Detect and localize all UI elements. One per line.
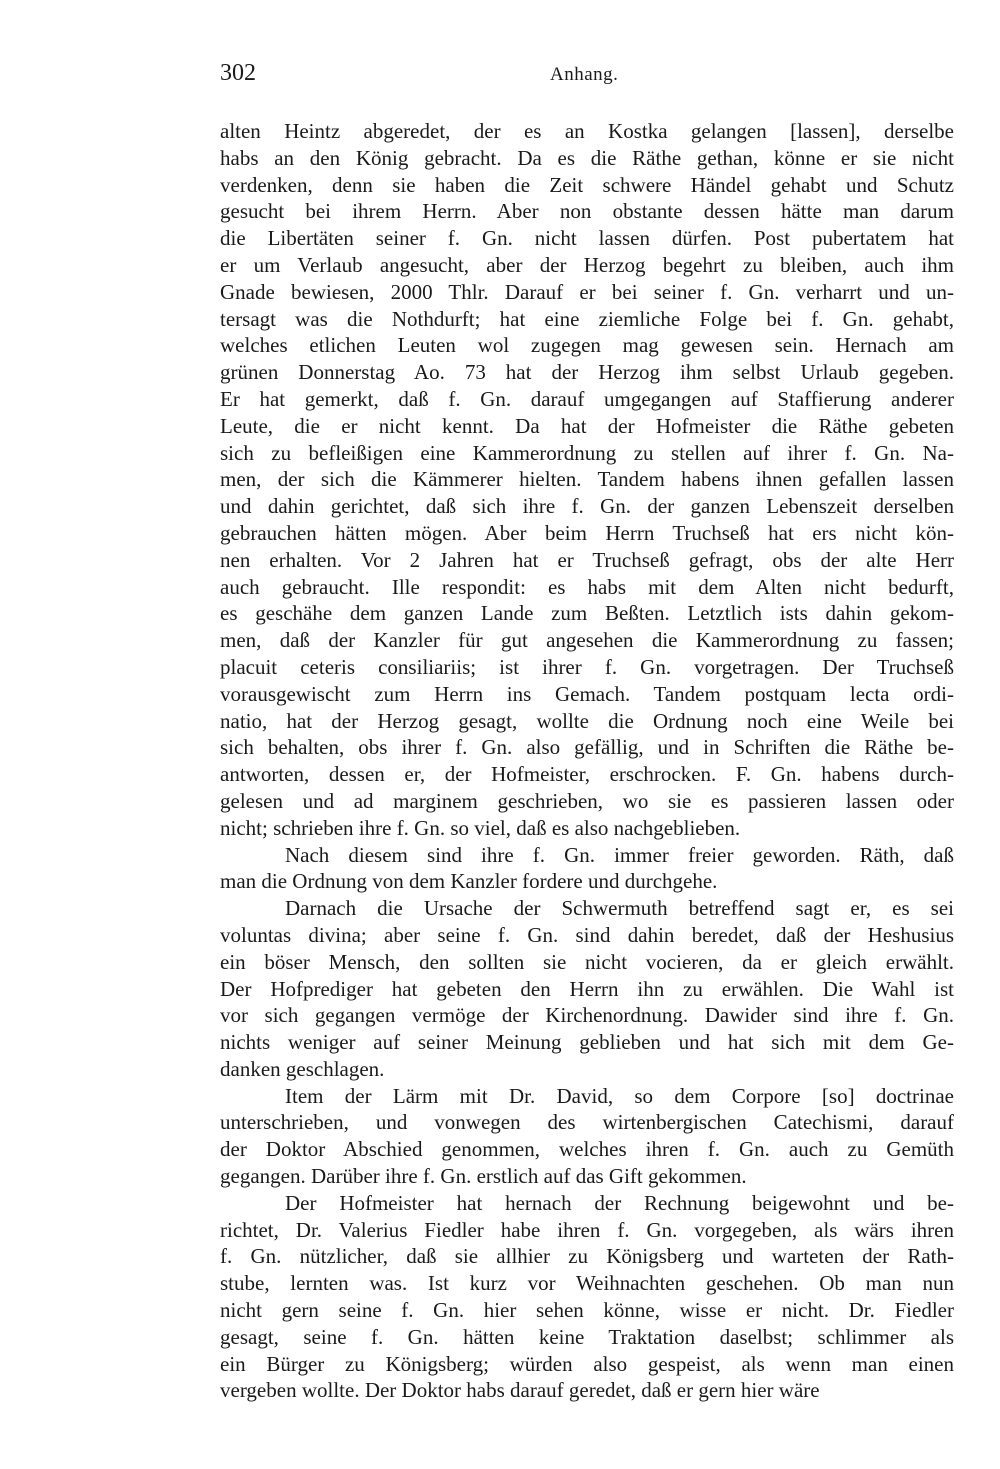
- body-text: [220, 118, 954, 1404]
- text-line: gesagt, seine f. Gn. hätten keine Traktation daselbst; schlimmer als: [220, 1324, 954, 1349]
- text-line: unterschrieben, und vonwegen des wirtenbergischen Catechismi, darauf: [220, 1110, 954, 1135]
- text-line: vergeben wollte. Der Doktor habs darauf geredet, daß er gern hier wäre: [220, 1378, 820, 1403]
- text-line: stube, lernten was. Ist kurz vor Weihnachten geschehen. Ob man nun: [220, 1271, 954, 1296]
- text-line: nen erhalten. Vor 2 Jahren hat er Truchseß gefragt, obs der alte Herr: [220, 547, 954, 572]
- text-line: alten Heintz abgeredet, der es an Kostka gelangen [lassen], derselbe: [220, 119, 954, 143]
- text-line: antworten, dessen er, der Hofmeister, erschrocken. F. Gn. habens durch-: [220, 762, 954, 787]
- text-line: sich behalten, obs ihrer f. Gn. also gefällig, und in Schriften die Räthe be-: [220, 735, 954, 760]
- text-line: Nach diesem sind ihre f. Gn. immer freier geworden. Räth, daß: [285, 842, 954, 867]
- text-line: nichts weniger auf seiner Meinung geblieben und hat sich mit dem Ge-: [220, 1030, 954, 1055]
- text-line: ein böser Mensch, den sollten sie nicht vocieren, da er gleich erwählt.: [220, 949, 954, 974]
- text-line: gesucht bei ihrem Herrn. Aber non obstante dessen hätte man darum: [220, 199, 954, 224]
- text-line: richtet, Dr. Valerius Fiedler habe ihren f. Gn. vorgegeben, als wärs ihren: [220, 1217, 954, 1242]
- page-header: [220, 60, 954, 90]
- text-line: men, daß der Kanzler für gut angesehen die Kammerordnung zu fassen;: [220, 628, 954, 653]
- text-line: man die Ordnung von dem Kanzler fordere und durchgehe.: [220, 869, 718, 894]
- text-line: die Libertäten seiner f. Gn. nicht lassen dürfen. Post pubertatem hat: [220, 226, 954, 251]
- text-line: sich zu befleißigen eine Kammerordnung zu stellen auf ihrer f. Gn. Na-: [220, 440, 954, 465]
- text-line: men, der sich die Kämmerer hielten. Tandem habens ihnen gefallen lassen: [220, 467, 954, 492]
- text-line: habs an den König gebracht. Da es die Räthe gethan, könne er sie nicht: [220, 145, 954, 170]
- text-line: danken geschlagen.: [220, 1056, 385, 1081]
- text-line: gelesen und ad marginem geschrieben, wo sie es passieren lassen oder: [220, 788, 954, 813]
- page-number: 302: [220, 60, 256, 86]
- text-line: Leute, die er nicht kennt. Da hat der Hofmeister die Räthe gebeten: [220, 413, 954, 438]
- text-line: gebrauchen hätten mögen. Aber beim Herrn Truchseß hat ers nicht kön-: [220, 520, 954, 545]
- text-line: er um Verlaub angesucht, aber der Herzog begehrt zu bleiben, auch ihm: [220, 252, 954, 277]
- text-line: vor sich gegangen vermöge der Kirchenordnung. Dawider sind ihre f. Gn.: [220, 1003, 954, 1028]
- text-line: es geschähe dem ganzen Lande zum Beßten. Letztlich ists dahin gekom-: [220, 601, 954, 626]
- text-line: natio, hat der Herzog gesagt, wollte die Ordnung noch eine Weile bei: [220, 708, 954, 733]
- text-line: placuit ceteris consiliariis; ist ihrer f. Gn. vorgetragen. Der Truchseß: [220, 654, 954, 679]
- text-line: gegangen. Darüber ihre f. Gn. erstlich auf das Gift gekommen.: [220, 1164, 747, 1189]
- text-line: und dahin gerichtet, daß sich ihre f. Gn. der ganzen Lebenszeit derselben: [220, 494, 954, 519]
- running-head: Anhang.: [550, 64, 619, 85]
- text-line: verdenken, denn sie haben die Zeit schwere Händel gehabt und Schutz: [220, 172, 954, 197]
- text-line: Item der Lärm mit Dr. David, so dem Corpore [so] doctrinae: [285, 1083, 954, 1108]
- text-line: nicht; schrieben ihre f. Gn. so viel, daß es also nachgeblieben.: [220, 815, 741, 840]
- text-line: auch gebraucht. Ille respondit: es habs mit dem Alten nicht bedurft,: [220, 574, 954, 599]
- text-line: Der Hofprediger hat gebeten den Herrn ihn zu erwählen. Die Wahl ist: [220, 976, 954, 1001]
- text-line: Darnach die Ursache der Schwermuth betreffend sagt er, es sei: [285, 896, 954, 921]
- text-line: welches etlichen Leuten wol zugegen mag gewesen sein. Hernach am: [220, 333, 954, 358]
- text-line: nicht gern seine f. Gn. hier sehen könne, wisse er nicht. Dr. Fiedler: [220, 1298, 954, 1323]
- text-line: tersagt was die Nothdurft; hat eine ziemliche Folge bei f. Gn. gehabt,: [220, 306, 954, 331]
- text-line: vorausgewischt zum Herrn ins Gemach. Tandem postquam lecta ordi-: [220, 681, 954, 706]
- text-line: Gnade bewiesen, 2000 Thlr. Darauf er bei seiner f. Gn. verharrt und un-: [220, 279, 954, 304]
- text-line: der Doktor Abschied genommen, welches ihren f. Gn. auch zu Gemüth: [220, 1137, 954, 1162]
- text-line: Der Hofmeister hat hernach der Rechnung beigewohnt und be-: [285, 1190, 954, 1215]
- text-line: ein Bürger zu Königsberg; würden also gespeist, als wenn man einen: [220, 1351, 954, 1376]
- text-line: voluntas divina; aber seine f. Gn. sind dahin beredet, daß der Heshusius: [220, 922, 954, 947]
- text-line: grünen Donnerstag Ao. 73 hat der Herzog ihm selbst Urlaub gegeben.: [220, 360, 954, 385]
- text-line: Er hat gemerkt, daß f. Gn. darauf umgegangen auf Staffierung anderer: [220, 386, 954, 411]
- text-line: f. Gn. nützlicher, daß sie allhier zu Königsberg und warteten der Rath-: [220, 1244, 954, 1269]
